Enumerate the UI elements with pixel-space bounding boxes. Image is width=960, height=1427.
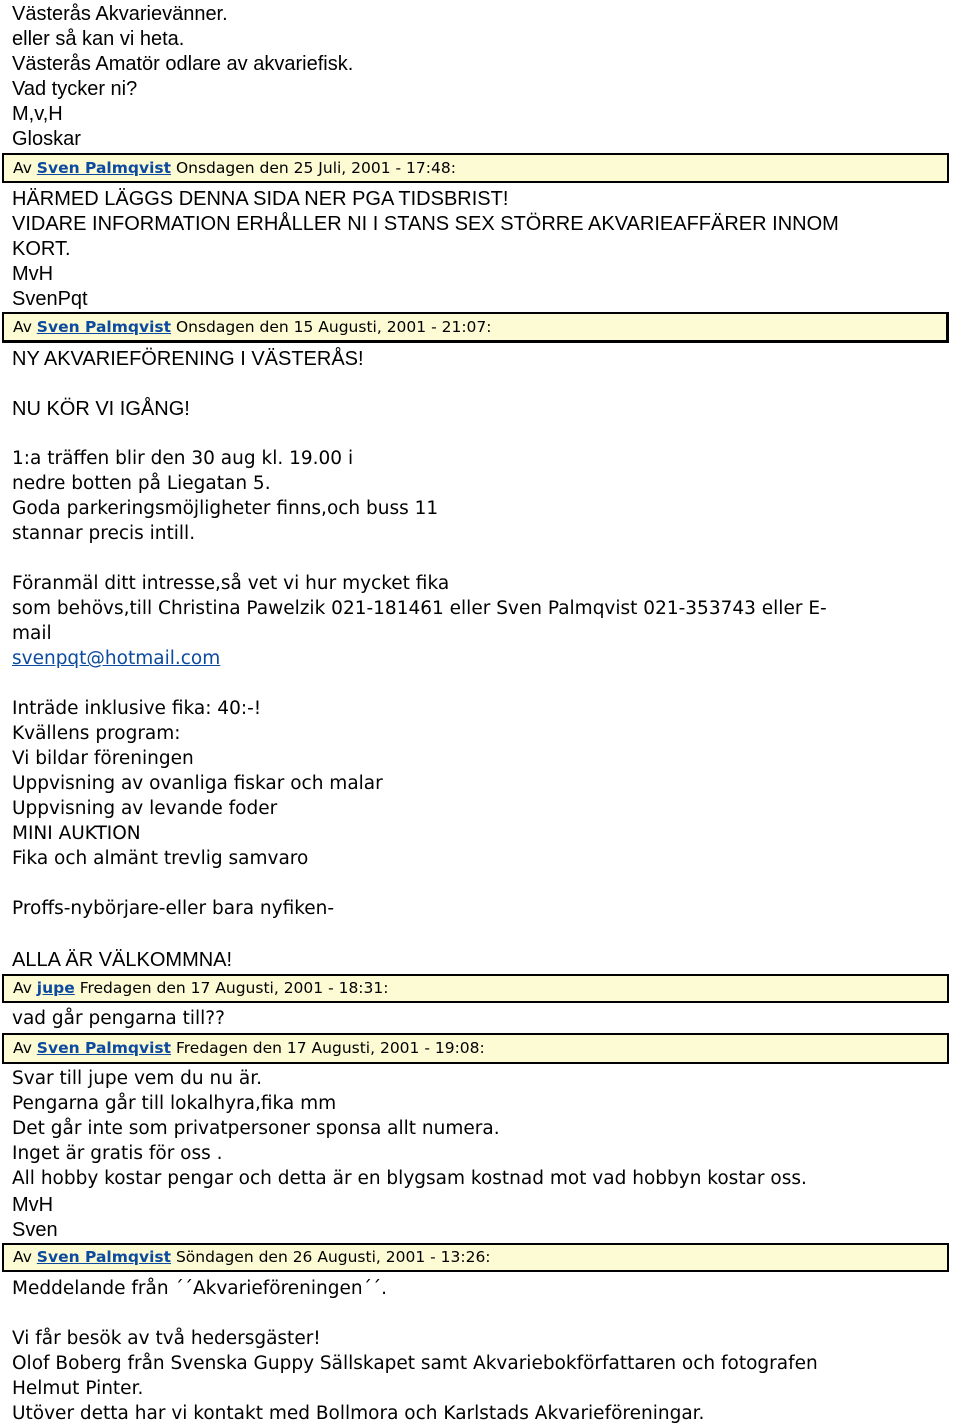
post-line: som behövs,till Christina Pawelzik 021-181461 eller Sven Palmqvist 021-353743 eller E- (12, 598, 827, 619)
post-line: stannar precis intill. (12, 523, 196, 544)
post-line: Utöver detta har vi kontakt med Bollmora och Karlstads Akvarieföreningar. (12, 1403, 705, 1424)
post-line: NY AKVARIEFÖRENING I VÄSTERÅS! (12, 348, 364, 370)
intro-line: Vad tycker ni? (12, 78, 138, 100)
post-line: vad går pengarna till?? (12, 1008, 225, 1029)
intro-line: eller så kan vi heta. (12, 28, 185, 50)
author-link[interactable]: Sven Palmqvist (36, 318, 172, 336)
post-header-prefix: Av (13, 318, 37, 336)
post-line: Vi får besök av två hedersgäster! (12, 1328, 321, 1349)
author-link[interactable]: Sven Palmqvist (36, 159, 172, 177)
post-line: Kvällens program: (12, 723, 181, 744)
post-date: Fredagen den 17 Augusti, 2001 - 19:08: (171, 1039, 485, 1057)
post-line: Uppvisning av levande foder (12, 798, 278, 819)
post-header-prefix: Av (13, 159, 37, 177)
post-line: Svar till jupe vem du nu är. (12, 1068, 262, 1089)
post-line: Inträde inklusive fika: 40:-! (12, 698, 262, 719)
post-header-prefix: Av (13, 979, 37, 997)
author-link[interactable]: jupe (36, 979, 75, 997)
post-line: Vi bildar föreningen (12, 748, 194, 769)
post-header (2, 1033, 949, 1064)
post-line: 1:a träffen blir den 30 aug kl. 19.00 i (12, 448, 354, 469)
post-date: Fredagen den 17 Augusti, 2001 - 18:31: (74, 979, 389, 997)
post-header (2, 974, 949, 1003)
post-line: ALLA ÄR VÄLKOMMNA! (12, 949, 233, 971)
post-line: Det går inte som privatpersoner sponsa allt numera. (12, 1118, 500, 1139)
post-line: Inget är gratis för oss . (12, 1143, 223, 1164)
post-line: nedre botten på Liegatan 5. (12, 473, 271, 494)
post-line: SvenPqt (12, 288, 88, 310)
post-line: Proffs-nybörjare-eller bara nyfiken- (12, 898, 335, 919)
post-line: Meddelande från ´´Akvarieföreningen´´. (12, 1278, 387, 1299)
post-line: Fika och almänt trevlig samvaro (12, 848, 309, 869)
post-line: Pengarna går till lokalhyra,fika mm (12, 1093, 337, 1114)
intro-line: Västerås Akvarievänner. (12, 3, 228, 25)
post-line: Olof Boberg från Svenska Guppy Sällskapet samt Akvariebokförfattaren och fotografen (12, 1353, 818, 1374)
post-line: HÄRMED LÄGGS DENNA SIDA NER PGA TIDSBRIST! (12, 188, 509, 210)
post-header (2, 153, 949, 183)
post-line: NU KÖR VI IGÅNG! (12, 398, 190, 420)
post-line: All hobby kostar pengar och detta är en blygsam kostnad mot vad hobbyn kostar oss. (12, 1168, 807, 1189)
post-date: Onsdagen den 15 Augusti, 2001 - 21:07: (171, 318, 492, 336)
post-header (2, 312, 949, 343)
post-line: Helmut Pinter. (12, 1378, 144, 1399)
post-line: MINI AUKTION (12, 823, 141, 844)
intro-line: Västerås Amatör odlare av akvariefisk. (12, 53, 354, 75)
post-line: MvH (12, 263, 54, 285)
author-link[interactable]: Sven Palmqvist (36, 1248, 172, 1266)
email-link[interactable]: svenpqt@hotmail.com (12, 648, 221, 669)
post-date: Onsdagen den 25 Juli, 2001 - 17:48: (171, 159, 456, 177)
intro-line: Gloskar (12, 128, 81, 150)
post-date: Söndagen den 26 Augusti, 2001 - 13:26: (171, 1248, 491, 1266)
post-line: Sven (12, 1219, 58, 1241)
post-header-prefix: Av (13, 1248, 37, 1266)
post-line: VIDARE INFORMATION ERHÅLLER NI I STANS SEX STÖRRE AKVARIEAFFÄRER INNOM (12, 213, 839, 235)
post-line: Goda parkeringsmöjligheter finns,och buss 11 (12, 498, 439, 519)
post-line: MvH (12, 1194, 54, 1216)
author-link[interactable]: Sven Palmqvist (36, 1039, 172, 1057)
post-header (2, 1243, 949, 1272)
post-line: Föranmäl ditt intresse,så vet vi hur mycket fika (12, 573, 450, 594)
post-line: mail (12, 623, 52, 644)
post-line: Uppvisning av ovanliga fiskar och malar (12, 773, 383, 794)
post-header-prefix: Av (13, 1039, 37, 1057)
intro-line: M,v,H (12, 103, 63, 125)
post-line: KORT. (12, 238, 71, 260)
